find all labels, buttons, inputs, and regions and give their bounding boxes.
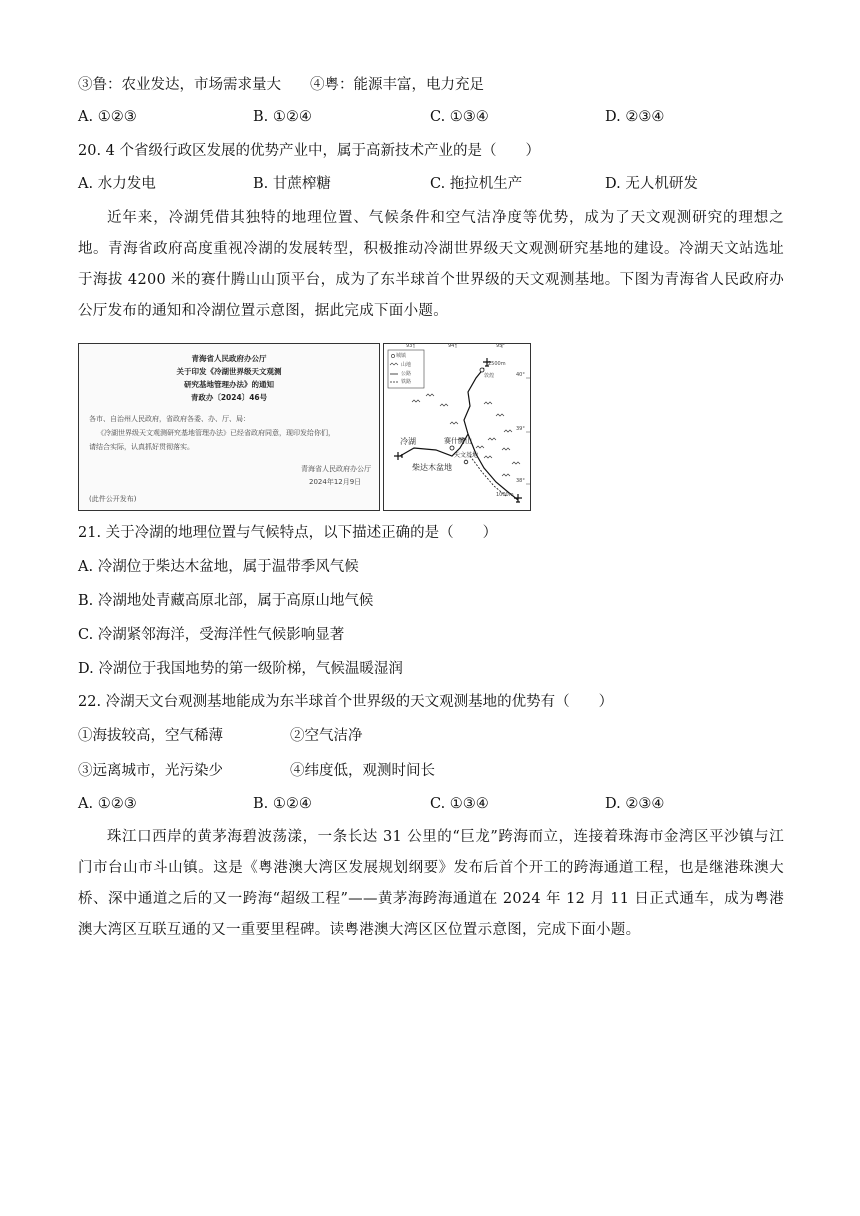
- q22-option-d: D. ②③④: [605, 796, 665, 812]
- place-saishiteng: 赛什腾山: [444, 437, 472, 445]
- q20-option-d: D. 无人机研发: [605, 176, 698, 192]
- lon-label-93: 93°: [406, 343, 415, 349]
- notice-date: 2024年12月9日: [309, 478, 362, 486]
- notice-title-2: 关于印发《冷湖世界级天文观测: [176, 367, 282, 376]
- q22-item-1: ①海拔较高，空气稀薄: [78, 728, 223, 744]
- q21-stem: 21. 关于冷湖的地理位置与气候特点，以下描述正确的是（ ）: [78, 525, 498, 541]
- figure-notice-and-map: [78, 343, 530, 511]
- notice-footer: (此件公开发布): [89, 495, 137, 503]
- notice-body-1: 各市、自治州人民政府，省政府各委、办、厅、局：: [89, 415, 250, 423]
- place-dunhuang: 敦煌: [484, 373, 495, 379]
- q19-option-b: B. ①②④: [253, 109, 312, 125]
- legend-mountain: 山地: [401, 362, 412, 368]
- notice-body-2: 《冷湖世界级天文观测研究基地管理办法》已经省政府同意，现印发给你们，: [97, 429, 335, 437]
- notice-title-1: 青海省人民政府办公厅: [191, 354, 267, 363]
- q20-option-b: B. 甘蔗榨糖: [253, 176, 331, 192]
- elevation-1000: 1000m: [496, 492, 514, 498]
- elevation-2500: 2500m: [488, 361, 506, 367]
- q20-stem: 20. 4 个省级行政区发展的优势产业中，属于高新技术产业的是（ ）: [78, 143, 541, 159]
- notice-title-3: 研究基地管理办法》的通知: [184, 380, 274, 389]
- q21-option-a: A. 冷湖位于柴达木盆地，属于温带季风气候: [78, 559, 359, 575]
- q20-option-a: A. 水力发电: [78, 176, 156, 192]
- place-qaidam-basin: 柴达木盆地: [412, 463, 452, 472]
- legend-road: 公路: [401, 371, 412, 377]
- q22-item-2: ②空气洁净: [290, 728, 363, 744]
- notice-doc-number: 青政办〔2024〕46号: [190, 393, 268, 402]
- lat-label-39: 39°: [516, 426, 525, 432]
- legend-town: 城镇: [396, 353, 407, 359]
- q19-option-c: C. ①③④: [430, 109, 489, 125]
- lon-label-95: 95°: [496, 343, 505, 349]
- q19-items-line: ③鲁：农业发达，市场需求量大 ④粤：能源丰富，电力充足: [78, 77, 484, 93]
- place-station: 天文基地: [454, 452, 479, 459]
- q20-option-c: C. 拖拉机生产: [430, 176, 523, 192]
- lat-label-38: 38°: [516, 478, 525, 484]
- place-lenghu: 冷湖: [400, 437, 416, 446]
- q19-option-a: A. ①②③: [78, 109, 137, 125]
- q22-stem: 22. 冷湖天文台观测基地能成为东半球首个世界级的天文观测基地的优势有（ ）: [78, 694, 614, 710]
- q21-option-d: D. 冷湖位于我国地势的第一级阶梯，气候温暖湿润: [78, 661, 403, 677]
- q22-item-3: ③远离城市，光污染少: [78, 763, 223, 779]
- passage-lenghu: 近年来，冷湖凭借其独特的地理位置、气候条件和空气洁净度等优势，成为了天文观测研究的理想之地。青海省政府高度重视冷湖的发展转型，积极推动冷湖世界级天文观测研究基地的建设。冷湖天文站选址于海拔 4200 米的赛什腾山山顶平台，成为了东半球首个世界级的天文观测基地。下图为青海省人民政府办公厅发布的通知和冷湖位置示意图，据此完成下面小题。: [78, 210, 784, 319]
- q21-option-b: B. 冷湖地处青藏高原北部，属于高原山地气候: [78, 593, 374, 609]
- lon-label-94: 94°: [448, 343, 457, 349]
- lenghu-location-map: [383, 343, 531, 511]
- passage-huangmaohai: 珠江口西岸的黄茅海碧波荡漾，一条长达 31 公里的“巨龙”跨海而立，连接着珠海市金湾区平沙镇与江门市台山市斗山镇。这是《粤港澳大湾区发展规划纲要》发布后首个开工的跨海通道工程，也是继港珠澳大桥、深中通道之后的又一跨海“超级工程”——黄茅海跨海通道在 2024 年 12 月 11 日正式通车，成为粤港澳大湾区互联互通的又一重要里程碑。读粤港澳大湾区区位置示意图，完成下面小题。: [78, 829, 784, 938]
- lat-label-40: 40°: [516, 372, 525, 378]
- notice-body-3: 请结合实际，认真抓好贯彻落实。: [89, 443, 194, 451]
- q22-option-b: B. ①②④: [253, 796, 312, 812]
- map-drawing: [384, 344, 530, 510]
- government-notice-image: [78, 343, 380, 511]
- notice-signature: 青海省人民政府办公厅: [301, 465, 371, 473]
- q21-option-c: C. 冷湖紧邻海洋，受海洋性气候影响显著: [78, 627, 345, 643]
- q19-option-d: D. ②③④: [605, 109, 665, 125]
- q22-item-4: ④纬度低，观测时间长: [290, 763, 435, 779]
- q22-option-a: A. ①②③: [78, 796, 137, 812]
- q22-option-c: C. ①③④: [430, 796, 489, 812]
- legend-railway: 铁路: [401, 379, 412, 385]
